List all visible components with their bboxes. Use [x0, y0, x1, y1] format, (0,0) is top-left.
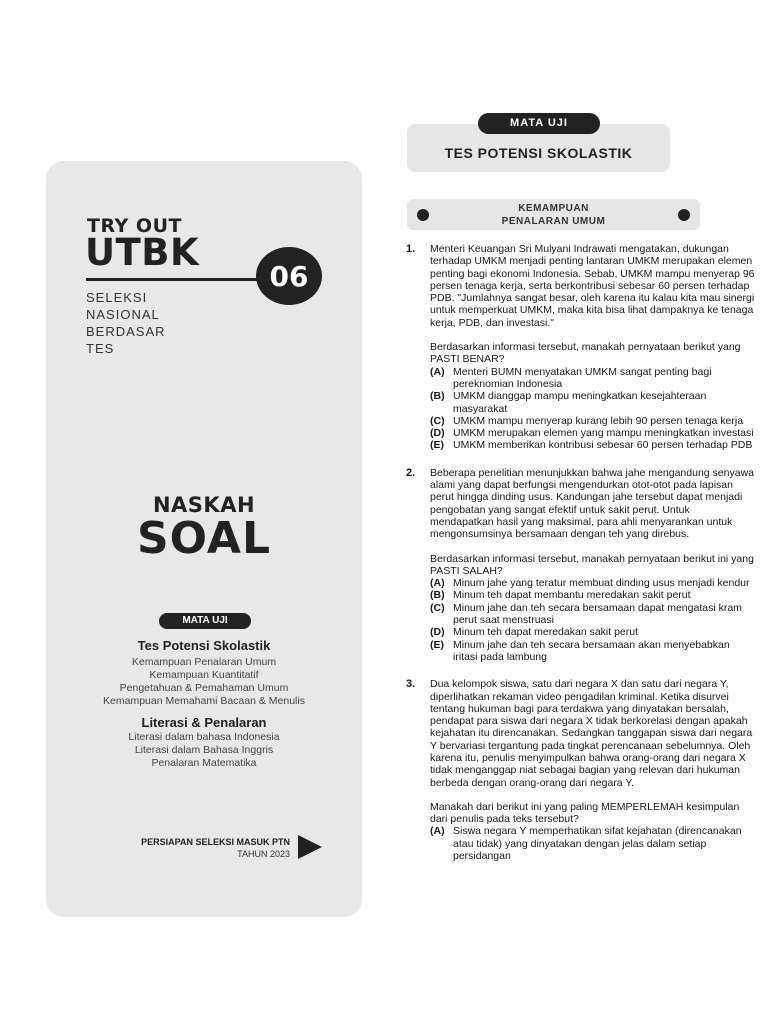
question-body [430, 243, 756, 452]
option-label: (C) [430, 414, 445, 427]
subject-item: Literasi dalam Bahasa Inggris [134, 744, 274, 756]
seleksi-text [86, 289, 166, 357]
option-label: (D) [430, 427, 445, 440]
subject-item: Literasi dalam bahasa Indonesia [128, 731, 280, 743]
question-list [406, 243, 756, 877]
option-label: (A) [430, 825, 445, 838]
option-text: Minum teh dapat meredakan sakit perut [453, 626, 639, 639]
soal-title: SOAL [136, 513, 271, 564]
option-text: UMKM mampu menyerap kurang lebih 90 persen tenaga kerja [453, 414, 744, 427]
option-label: (B) [430, 589, 445, 602]
section-title-line: KEMAMPUAN [518, 203, 589, 214]
subject-item: Kemampuan Kuantitatif [149, 669, 259, 681]
question-number: 3. [406, 678, 416, 691]
seleksi-line: TES [86, 341, 115, 356]
question-item [406, 467, 756, 663]
play-arrow-icon [298, 835, 322, 859]
tahun-label: TAHUN 2023 [237, 849, 290, 859]
option-label: (E) [430, 638, 444, 651]
answer-option [430, 427, 756, 439]
option-label: (D) [430, 626, 445, 639]
utbk-title: UTBK [85, 231, 200, 274]
question-item [406, 243, 756, 452]
question-stem: Dua kelompok siswa, satu dari negara X dan satu dari negara Y, diperlihatkan rekaman video pengadilan kriminal. Ketika disurvei tentang hukuman bagi para terdakwa yang dinyatakan bersalah, pendapat para siswa dari negara X tidak berkorelasi dengan apakah kejahatan itu direncanakan. Sedangkan tanggapan siswa dari negara Y bervariasi tergantung pada tingkat perencanaan sebelumnya. Oleh karena itu, penulis menyimpulkan bahwa orang-orang dari negara X tidak menganggap niat sebagai bagian yang relevan dari hukuman berbeda dengan orang-orang dari negara Y. [430, 678, 753, 789]
option-label: (C) [430, 601, 445, 614]
option-text: UMKM dianggap mampu meningkatkan kesejahteraan masyarakat [453, 390, 707, 415]
cover-card [46, 161, 362, 917]
question-prompt: Berdasarkan informasi tersebut, manakah pernyataan berikut ini yang PASTI SALAH? [430, 552, 754, 577]
mata-uji-header-badge: MATA UJI [478, 113, 600, 134]
answer-option [430, 639, 756, 664]
option-text: Minum jahe dan teh secara bersamaan akan menyebabkan iritasi pada lambung [453, 638, 730, 663]
seleksi-line: BERDASAR [86, 324, 166, 339]
seleksi-line: SELEKSI [86, 290, 148, 305]
answer-option [430, 589, 756, 601]
question-prompt: Berdasarkan informasi tersebut, manakah pernyataan berikut yang PASTI BENAR? [430, 341, 741, 366]
answer-option [430, 390, 756, 415]
option-text: Minum jahe yang teratur membuat dinding usus menjadi kendur [453, 577, 750, 590]
subject-list-tps [46, 656, 362, 708]
question-body [430, 467, 756, 663]
question-number: 2. [406, 466, 416, 479]
option-label: (A) [430, 577, 445, 590]
tryout-label: TRY OUT [87, 215, 182, 237]
title-underline [86, 278, 266, 281]
question-number: 1. [406, 243, 416, 255]
option-text: Minum teh dapat membantu meredakan sakit perut [453, 589, 691, 602]
subject-title-tps: Tes Potensi Skolastik [137, 638, 271, 653]
question-prompt: Manakah dari berikut ini yang paling MEMPERLEMAH kesimpulan dari penulis pada teks tersebut? [430, 800, 740, 826]
naskah-label: NASKAH [152, 493, 256, 517]
answer-option [430, 626, 756, 638]
option-text: UMKM merupakan elemen yang mampu meningkatkan investasi [453, 427, 754, 440]
option-label: (E) [430, 439, 444, 452]
option-text: Minum jahe dan teh secara bersamaan dapat mengatasi kram perut saat menstruasi [453, 601, 742, 627]
subject-header: TES POTENSI SKOLASTIK [407, 124, 670, 172]
section-title [407, 202, 700, 228]
mata-uji-badge: MATA UJI [159, 613, 251, 629]
answer-option [430, 602, 756, 627]
option-text: Siswa negara Y memperhatikan sifat kejahatan (direncanakan atau tidak) yang dinyatakan dengan jelas dalam setiap persidangan [453, 825, 742, 863]
answer-option [430, 415, 756, 427]
section-title-line: PENALARAN UMUM [501, 216, 606, 227]
subject-item: Pengetahuan & Pemahaman Umum [119, 682, 289, 694]
question-stem: Beberapa penelitian menunjukkan bahwa jahe mengandung senyawa alami yang dapat berfungsi mengendurkan otot-otot pada lapisan perut hingga dinding usus. Kandungan jahe tersebut dapat menjadi pengobatan yang sangat efektif untuk sakit perut. Untuk mendapatkan hasil yang maksimal, para ahli menyarankan untuk mengonsumsinya bersamaan dengan teh yang direbus. [430, 466, 754, 541]
answer-option [430, 577, 756, 589]
question-item [406, 678, 756, 862]
option-label: (A) [430, 365, 445, 378]
option-label: (B) [430, 390, 445, 403]
subject-title-literasi: Literasi & Penalaran [141, 715, 267, 730]
subject-item: Kemampuan Penalaran Umum [131, 656, 277, 668]
option-text: Menteri BUMN menyatakan UMKM sangat penting bagi pereknomian Indonesia [453, 365, 712, 390]
answer-option [430, 366, 756, 391]
question-stem: Menteri Keuangan Sri Mulyani Indrawati mengatakan, dukungan terhadap UMKM menjadi penting lantaran UMKM merupakan elemen penting bagi ekonomi Indonesia. Sebab, UMKM mampu menyerap 96 persen tenaga kerja, serta berkontribusi sebesar 60 persen terhadap PDB. "Jumlahnya sangat besar, oleh karena itu kalau kita mau sinergi untuk memperkuat UMKM, maka kita bisa lihat dampaknya ke tenaga kerja, PDB, dan investasi." [430, 243, 755, 329]
tryout-number-badge: 06 [256, 247, 322, 305]
subject-list-literasi [46, 731, 362, 770]
question-body [430, 678, 756, 862]
subject-item: Penalaran Matematika [151, 757, 257, 769]
answer-option [430, 825, 756, 862]
option-text: UMKM memberikan kontribusi sebesar 60 persen terhadap PDB [453, 439, 753, 452]
persiapan-label: PERSIAPAN SELEKSI MASUK PTN [141, 837, 290, 847]
subject-item: Kemampuan Memahami Bacaan & Menulis [103, 695, 305, 707]
answer-option [430, 439, 756, 451]
seleksi-line: NASIONAL [86, 307, 160, 322]
bullet-dot-icon [678, 209, 690, 221]
section-header [407, 199, 700, 230]
